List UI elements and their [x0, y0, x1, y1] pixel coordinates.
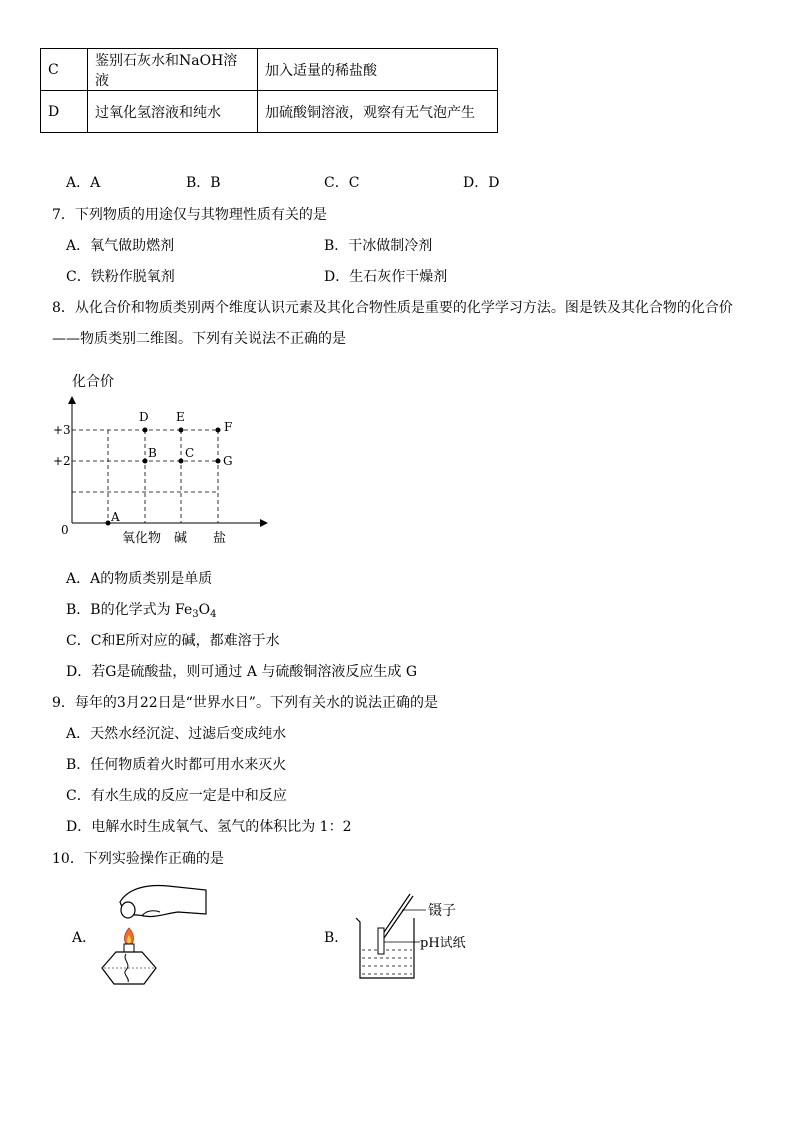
point-f — [216, 428, 221, 433]
formula-subscript: 4 — [210, 609, 217, 620]
q6-choice-a[interactable]: A．A — [66, 175, 101, 191]
point-e — [179, 428, 184, 433]
point-label-a: A — [111, 510, 120, 524]
point-b — [143, 459, 148, 464]
point-label-g: G — [223, 454, 233, 468]
ph-test-illustration — [350, 888, 480, 984]
q7-choice-b[interactable]: B．干冰做制冷剂 — [324, 238, 433, 254]
origin-label: 0 — [61, 523, 69, 537]
q8-choice-b[interactable] — [66, 599, 217, 620]
q6-choice-b[interactable]: B．B — [186, 175, 221, 191]
answer-table — [40, 48, 498, 133]
table-cell-task: 过氧化氢溶液和纯水 — [88, 91, 258, 133]
point-c — [179, 459, 184, 464]
q9-stem: 9．每年的3月22日是“世界水日”。下列有关水的说法正确的是 — [52, 695, 438, 711]
q9-choice-c[interactable]: C．有水生成的反应一定是中和反应 — [66, 788, 287, 804]
point-label-f: F — [224, 420, 233, 434]
x-category-base: 碱 — [174, 531, 188, 546]
beaker-icon — [356, 918, 414, 978]
table-cell-method: 加入适量的稀盐酸 — [258, 49, 498, 91]
table-cell-option: D — [41, 91, 88, 133]
point-g — [216, 459, 221, 464]
q7-choice-c[interactable]: C．铁粉作脱氧剂 — [66, 269, 175, 285]
q8-choice-b-text: B．B的化学式为 Fe — [66, 602, 193, 618]
q7-choice-a[interactable]: A．氧气做助燃剂 — [66, 238, 175, 254]
q8-choice-a[interactable]: A．A的物质类别是单质 — [66, 571, 213, 587]
label-ph-paper: pH试纸 — [420, 936, 466, 951]
q8-choice-d[interactable]: D．若G是硫酸盐，则可通过 A 与硫酸铜溶液反应生成 G — [66, 664, 418, 680]
x-category-salt: 盐 — [213, 531, 227, 546]
q8-stem-line1: 8．从化合价和物质类别两个维度认识元素及其化合物性质是重要的化学学习方法。图是铁及其化合物的化合价 — [52, 300, 733, 316]
formula-subscript: 3 — [192, 609, 199, 620]
point-d — [143, 428, 148, 433]
q9-choice-a[interactable]: A．天然水经沉淀、过滤后变成纯水 — [66, 726, 287, 742]
chart-gridlines — [72, 430, 218, 523]
q9-choice-b[interactable]: B．任何物质着火时都可用水来灭火 — [66, 757, 287, 773]
lamp-cap-icon — [121, 902, 135, 918]
q6-choice-d[interactable]: D．D — [463, 175, 500, 191]
alcohol-lamp-illustration — [98, 880, 208, 988]
point-label-b: B — [148, 446, 157, 460]
q6-choice-c[interactable]: C．C — [324, 175, 360, 191]
x-category-oxide: 氧化物 — [122, 531, 162, 546]
point-label-e: E — [176, 410, 185, 424]
q10-stem: 10．下列实验操作正确的是 — [52, 851, 224, 867]
table-cell-option: C — [41, 49, 88, 91]
q10-choice-a[interactable]: A． — [72, 930, 97, 946]
point-label-d: D — [139, 410, 149, 424]
y-tick-plus2: +2 — [53, 454, 71, 468]
q8-stem-line2: ——物质类别二维图。下列有关说法不正确的是 — [52, 331, 346, 347]
point-label-c: C — [185, 446, 195, 460]
table-row — [41, 49, 498, 91]
q7-stem: 7．下列物质的用途仅与其物理性质有关的是 — [52, 207, 327, 223]
q8-choice-c[interactable]: C．C和E所对应的碱，都难溶于水 — [66, 633, 280, 649]
y-tick-plus3: +3 — [53, 423, 71, 437]
table-cell-method: 加硫酸铜溶液，观察有无气泡产生 — [258, 91, 498, 133]
q7-choice-d[interactable]: D．生石灰作干燥剂 — [324, 269, 448, 285]
formula-oxygen: O — [198, 602, 211, 618]
label-tweezers: 镊子 — [428, 903, 456, 919]
ph-paper-icon — [378, 928, 384, 954]
y-axis-label: 化合价 — [72, 374, 114, 390]
point-a — [106, 521, 111, 526]
q9-choice-d[interactable]: D．电解水时生成氧气、氢气的体积比为 1：2 — [66, 819, 352, 835]
valence-category-chart — [50, 368, 280, 550]
table-row — [41, 91, 498, 133]
q10-choice-b[interactable]: B． — [324, 930, 349, 946]
table-cell-task: 鉴别石灰水和NaOH溶液 — [88, 49, 258, 91]
